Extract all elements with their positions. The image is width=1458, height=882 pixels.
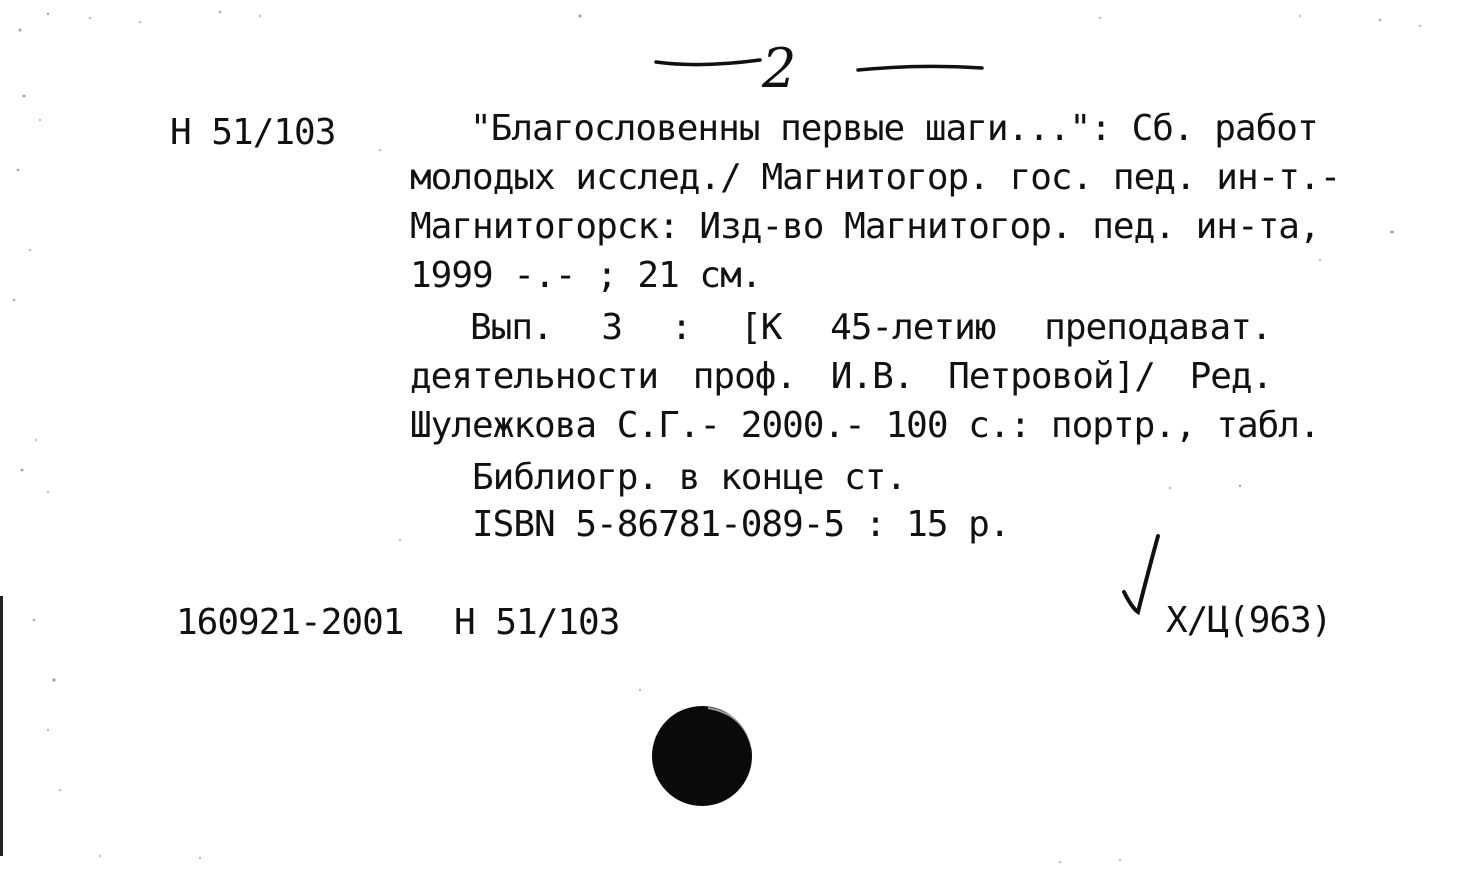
bibliography-note: Библиогр. в конце ст. (472, 457, 907, 498)
card-left-edge-line (0, 596, 3, 856)
issue-line-1: Вып. 3 : [К 45-летию преподават. (470, 307, 1272, 348)
page-number-mark: 2 (762, 37, 796, 100)
title-line-1: "Благословенны первые шаги...": Сб. работ (470, 108, 1318, 149)
isbn-line: ISBN 5-86781-089-5 : 15 р. (472, 504, 1010, 545)
classification-code: Х/Ц(963) (1166, 600, 1332, 641)
title-line-3: Магнитогорск: Изд-во Магнитогор. пед. ин-та, (410, 206, 1320, 247)
issue-line-2: деятельности проф. И.В. Петровой]/ Ред. (410, 356, 1273, 397)
inventory-number: 160921-2001 (176, 602, 404, 643)
handwritten-check-mark (1118, 530, 1168, 620)
punched-hole (648, 700, 764, 816)
shelf-mark: Н 51/103 (170, 112, 336, 153)
title-line-2: молодых исслед./ Магнитогор. гос. пед. ин-т.- (410, 157, 1341, 198)
shelf-mark-bottom: Н 51/103 (454, 602, 620, 643)
title-line-4: 1999 -.- ; 21 см. (410, 255, 762, 296)
issue-line-3: Шулежкова С.Г.- 2000.- 100 с.: портр., табл. (410, 405, 1320, 446)
